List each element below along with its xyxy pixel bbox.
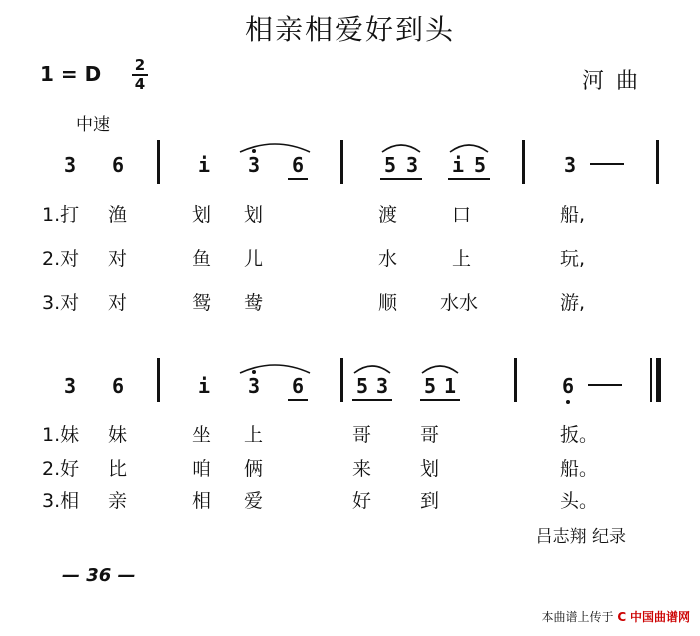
lyric: 顺 (378, 292, 398, 314)
note: 3 (63, 153, 77, 177)
lyric: 划 (420, 458, 440, 480)
time-signature-bottom: 4 (134, 75, 146, 93)
lyric: 船。 (560, 458, 599, 480)
lyric: 3.相 (42, 490, 80, 512)
final-bar-thick (656, 358, 661, 402)
lyric: 划 (192, 204, 212, 226)
watermark-prefix: 本曲谱上传于 (541, 610, 614, 624)
lyric: 妹 (108, 424, 128, 446)
lyric: 水 (378, 248, 398, 270)
beam (380, 178, 422, 180)
slur (448, 140, 490, 154)
lyric: 头。 (560, 490, 599, 512)
watermark-site[interactable]: 中国曲谱网 (629, 610, 690, 624)
slur (352, 361, 392, 375)
note: i (197, 374, 211, 398)
lyric: 1.妹 (42, 424, 80, 446)
lyric: 鸳 (192, 292, 212, 314)
note: 5 (473, 153, 487, 177)
lyric: 相 (192, 490, 212, 512)
site-logo-icon: C (617, 610, 627, 624)
final-bar-thin (650, 358, 652, 402)
note: 6 (561, 374, 575, 398)
bar-line (340, 140, 343, 184)
beam (448, 178, 490, 180)
note: 3 (563, 153, 577, 177)
lyric: 爱 (244, 490, 264, 512)
note: 5 (355, 374, 369, 398)
beam (288, 399, 308, 401)
slur (238, 361, 312, 375)
slur (420, 361, 460, 375)
lyric: 口 (452, 204, 472, 226)
lyric: 对 (108, 248, 128, 270)
lyric: 2.对 (42, 248, 80, 270)
note: 3 (247, 153, 261, 177)
song-origin: 河曲 (582, 69, 651, 94)
note: 6 (291, 153, 305, 177)
note: 6 (291, 374, 305, 398)
beam (420, 399, 460, 401)
lyric: 来 (352, 458, 372, 480)
lyric: 咱 (192, 458, 212, 480)
lyric: 玩, (560, 248, 586, 270)
note: i (197, 153, 211, 177)
extension-dash (588, 384, 622, 386)
lyric: 到 (420, 490, 440, 512)
lyric: 对 (108, 292, 128, 314)
lyric: 船, (560, 204, 586, 226)
time-signature (132, 58, 148, 92)
song-title: 相亲相爱好到头 (244, 13, 455, 46)
time-signature-top: 2 (134, 56, 146, 74)
lyric: 好 (352, 490, 372, 512)
lyric: 渡 (378, 204, 398, 226)
note: 3 (405, 153, 419, 177)
note: 6 (111, 374, 125, 398)
lyric: 哥 (420, 424, 440, 446)
lyric: 儿 (244, 248, 264, 270)
lyric: 2.好 (42, 458, 80, 480)
lyric: 比 (108, 458, 128, 480)
beam (288, 178, 308, 180)
page-number: — 36 — (62, 565, 136, 586)
lyric: 渔 (108, 204, 128, 226)
lyric: 水水 (440, 292, 479, 314)
slur (238, 140, 312, 154)
lyric: 划 (244, 204, 264, 226)
note: 3 (247, 374, 261, 398)
bar-line (522, 140, 525, 184)
transcriber-credit: 吕志翔 纪录 (535, 527, 626, 547)
bar-line (157, 358, 160, 402)
lyric: 1.打 (42, 204, 80, 226)
note: 3 (375, 374, 389, 398)
octave-dot (566, 400, 570, 404)
note: 5 (383, 153, 397, 177)
beam (352, 399, 392, 401)
bar-line (157, 140, 160, 184)
slur (380, 140, 422, 154)
bar-line (656, 140, 659, 184)
lyric: 俩 (244, 458, 264, 480)
bar-line (340, 358, 343, 402)
note: 1 (443, 374, 457, 398)
bar-line (514, 358, 517, 402)
lyric: 上 (452, 248, 472, 270)
lyric: 游, (560, 292, 586, 314)
note: 3 (63, 374, 77, 398)
lyric: 鱼 (192, 248, 212, 270)
lyric: 扳。 (560, 424, 599, 446)
note: 6 (111, 153, 125, 177)
lyric: 3.对 (42, 292, 80, 314)
note: i (451, 153, 465, 177)
lyric: 上 (244, 424, 264, 446)
lyric: 哥 (352, 424, 372, 446)
note: 5 (423, 374, 437, 398)
tempo-marking: 中速 (76, 115, 110, 135)
lyric: 亲 (108, 490, 128, 512)
watermark (542, 608, 691, 625)
extension-dash (590, 163, 624, 165)
key-signature: 1 = D (40, 62, 102, 86)
lyric: 鸯 (244, 292, 264, 314)
lyric: 坐 (192, 424, 212, 446)
